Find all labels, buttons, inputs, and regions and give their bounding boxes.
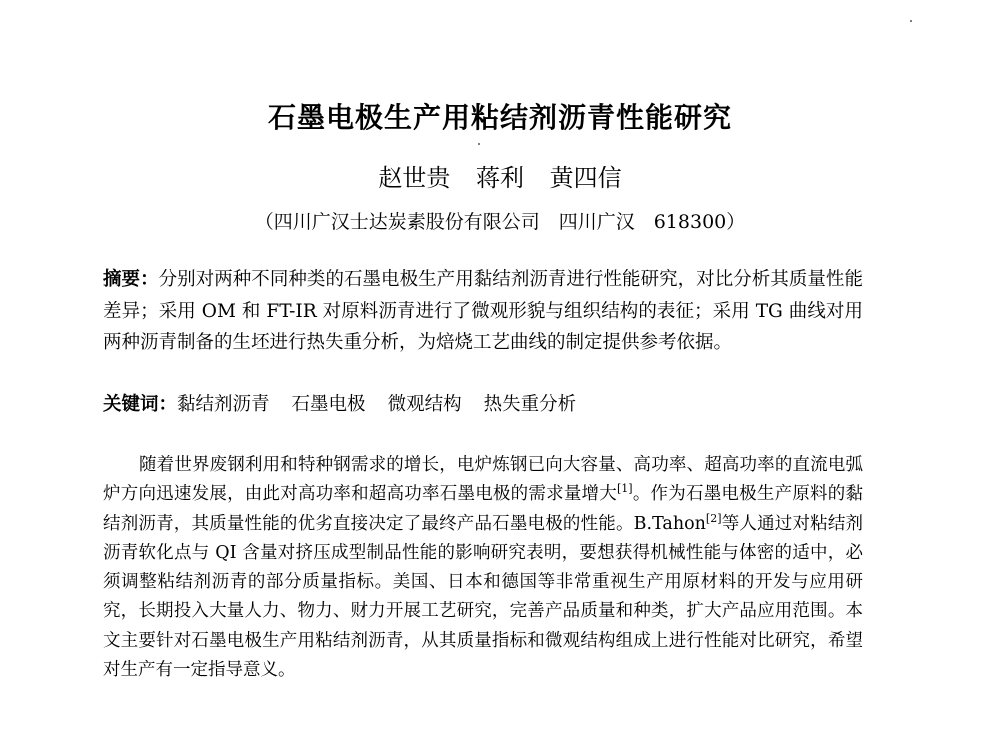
keywords-separator: ：	[158, 394, 178, 415]
keywords-label: 关键词	[103, 394, 159, 415]
body-text: 等人通过对粘结剂沥青软化点与 QI 含量对挤压成型制品性能的影响研究表明，要想获得机械性能与体密的适中，必须调整粘结剂沥青的部分质量指标。美国、日本和德国等非常重视生产用原材料的开发与应用研究，长期投入大量人力、物力、财力开展工艺研究，完善产品质量和种类，扩大产品应用范围。本文主要针对石墨电极生产用粘结剂沥青，从其质量指标和微观结构组成上进行性能对比研究，希望对生产有一定指导意义。	[103, 513, 864, 681]
body-text: 随着世界废钢利用和特种钢需求的增长，电炉炼钢已向大容量、高功率、超高功率的直流电弧炉方向迅速发展，由此对高功率和超高功率石墨电极的需求量增大	[103, 455, 863, 505]
abstract	[103, 264, 863, 359]
abstract-text: 分别对两种不同种类的石墨电极生产用黏结剂沥青进行性能研究，对比分析其质量性能差异；采用 OM 和 FT-IR 对原料沥青进行了微观形貌与组织结构的表征；采用 TG 曲线对用两种沥青制备的生坯进行热失重分析，为焙烧工艺曲线的制定提供参考依据。	[103, 269, 863, 353]
keyword-item: 微观结构	[387, 394, 462, 415]
citation-ref[interactable]: [1]	[617, 482, 633, 496]
affiliation: （四川广汉士达炭素股份有限公司 四川广汉 618300）	[254, 211, 746, 233]
body-text: 。作为石墨电极生产原料的黏结剂沥青，其质量性能的优劣直接决定了最终产品石墨电极的性能。B.Tahon	[103, 484, 864, 534]
scan-speck	[478, 143, 480, 145]
keyword-item: 黏结剂沥青	[177, 394, 270, 415]
author-name: 黄四信	[549, 164, 622, 192]
keywords	[103, 391, 863, 419]
author-list	[0, 158, 1000, 193]
abstract-label: 摘要	[103, 269, 141, 290]
citation-ref[interactable]: [2]	[705, 511, 722, 525]
abstract-separator: ：	[140, 269, 159, 290]
author-name: 蒋利	[476, 164, 524, 192]
author-name: 赵世贵	[378, 164, 451, 192]
keyword-item: 热失重分析	[483, 394, 577, 415]
paper-title: 石墨电极生产用粘结剂沥青性能研究	[267, 101, 732, 134]
scan-speck	[910, 20, 912, 22]
body-paragraph	[103, 451, 863, 685]
keyword-item: 石墨电极	[291, 394, 366, 415]
